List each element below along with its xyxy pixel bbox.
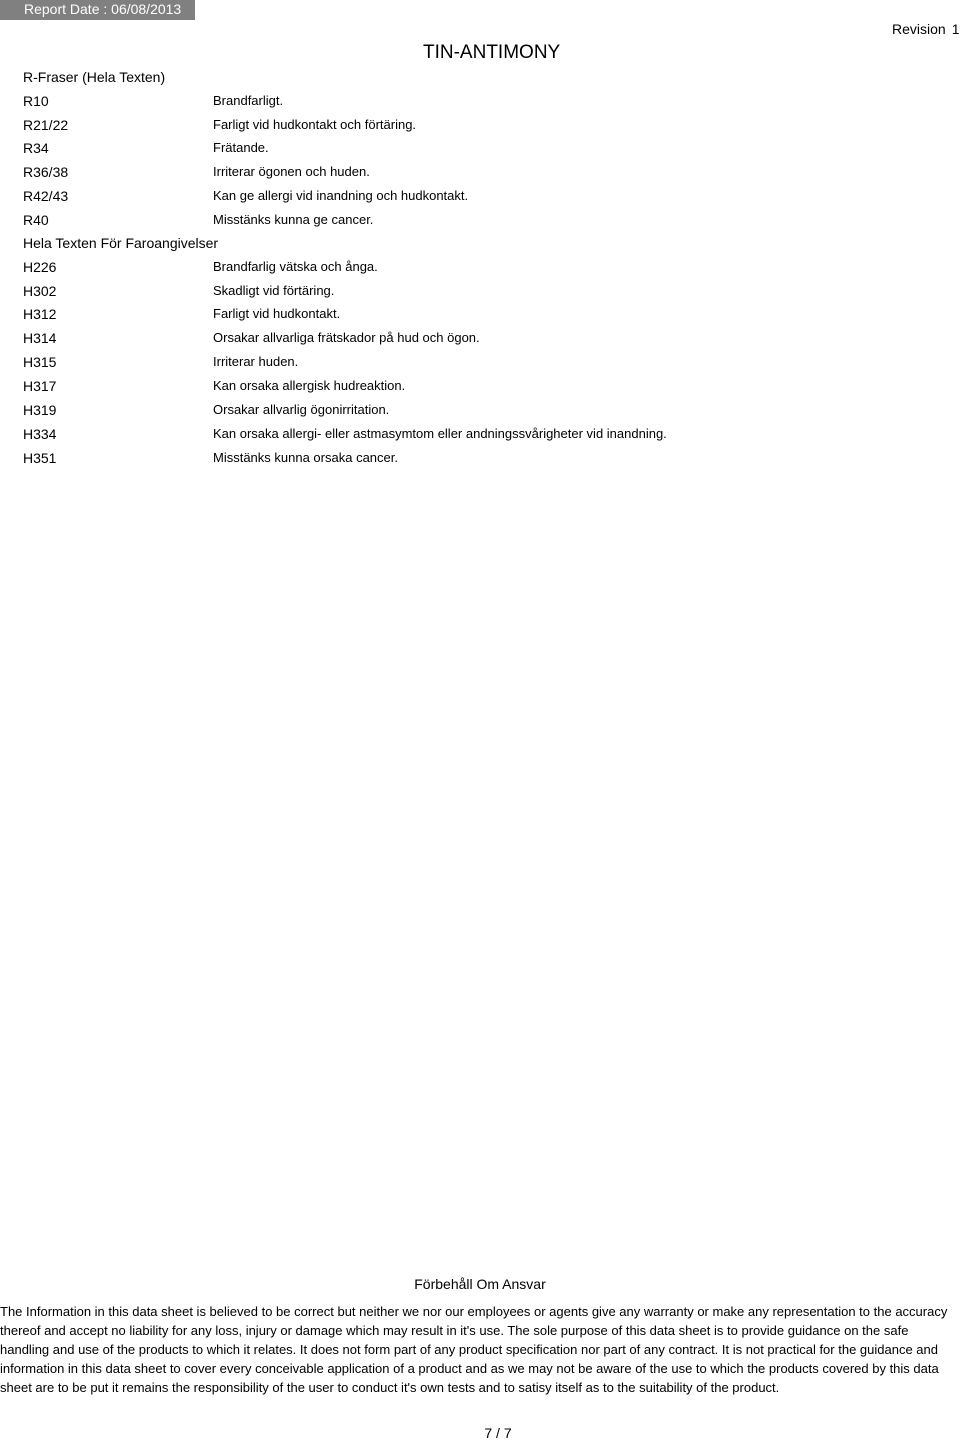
h-statement-text: Orsakar allvarlig ögonirritation.: [213, 402, 390, 417]
r-phrase-code: R34: [23, 140, 49, 156]
revision-text: Revision: [892, 21, 946, 37]
r-phrase-row: [0, 93, 960, 113]
h-statement-row: [0, 259, 960, 279]
report-date: Report Date : 06/08/2013: [24, 1, 182, 17]
r-phrase-code: R40: [23, 212, 49, 228]
r-phrase-row: [0, 188, 960, 208]
revision-number: 1: [951, 21, 960, 37]
r-phrase-row: [0, 164, 960, 184]
r-phrase-row: [0, 212, 960, 232]
h-statement-code: H302: [23, 283, 57, 299]
disclaimer-body: The Information in this data sheet is believed to be correct but neither we nor our employees or agents give any warranty or make any representation to the accuracy thereof and accept no liability for any loss, injury or damage which may result in it's use. The sole purpose of this data sheet is to provide guidance on the safe handling and use of the products to which it relates. It does not form part of any product specification nor part of any contract. It is not practical for the guidance and information in this data sheet to cover every conceivable application of a product and as we may not be aware of the use to which the products covered by this data sheet are to be put it remains the responsibility of the user to conduct it's own tests and to satisy itself as to the suitability of the product.: [0, 1304, 948, 1395]
r-phrase-code: R36/38: [23, 164, 69, 180]
r-phrase-code: R21/22: [23, 117, 69, 133]
h-statement-code: H226: [23, 259, 57, 275]
r-phrase-text: Kan ge allergi vid inandning och hudkontakt.: [213, 188, 469, 203]
h-statement-row: [0, 283, 960, 303]
h-statement-row: [0, 426, 960, 446]
h-statement-code: H334: [23, 426, 57, 442]
report-date-bar: [0, 0, 195, 20]
r-phrase-text: Farligt vid hudkontakt och förtäring.: [213, 117, 417, 132]
h-statement-text: Orsakar allvarliga frätskador på hud och ögon.: [213, 330, 480, 345]
page-number: 7 / 7: [484, 1425, 512, 1441]
h-statement-text: Kan orsaka allergisk hudreaktion.: [213, 378, 406, 393]
h-statement-code: H315: [23, 354, 57, 370]
h-statement-text: Irriterar huden.: [213, 354, 299, 369]
r-phrases-heading: R-Fraser (Hela Texten): [23, 69, 166, 85]
document-title: TIN-ANTIMONY: [423, 42, 561, 63]
h-statement-code: H351: [23, 450, 57, 466]
h-statement-row: [0, 378, 960, 398]
h-statement-code: H317: [23, 378, 57, 394]
h-statement-text: Farligt vid hudkontakt.: [213, 306, 341, 321]
h-statement-code: H312: [23, 306, 57, 322]
h-statement-text: Skadligt vid förtäring.: [213, 283, 335, 298]
h-statement-row: [0, 450, 960, 470]
h-statement-row: [0, 306, 960, 326]
r-phrase-text: Brandfarligt.: [213, 93, 284, 108]
r-phrase-text: Irriterar ögonen och huden.: [213, 164, 370, 179]
h-statement-row: [0, 330, 960, 350]
h-statement-text: Misstänks kunna orsaka cancer.: [213, 450, 398, 465]
revision-label: [892, 21, 960, 37]
h-statement-text: Kan orsaka allergi- eller astmasymtom eller andningssvårigheter vid inandning.: [213, 426, 667, 441]
disclaimer-heading: Förbehåll Om Ansvar: [414, 1276, 546, 1292]
h-statement-code: H314: [23, 330, 57, 346]
r-phrase-text: Frätande.: [213, 140, 269, 155]
h-statement-code: H319: [23, 402, 57, 418]
r-phrase-text: Misstänks kunna ge cancer.: [213, 212, 374, 227]
h-statements-heading: Hela Texten För Faroangivelser: [23, 235, 219, 251]
h-statement-row: [0, 402, 960, 422]
h-statement-text: Brandfarlig vätska och ånga.: [213, 259, 378, 274]
r-phrase-row: [0, 117, 960, 137]
h-statement-row: [0, 354, 960, 374]
r-phrase-row: [0, 140, 960, 160]
r-phrase-code: R10: [23, 93, 49, 109]
r-phrase-code: R42/43: [23, 188, 69, 204]
